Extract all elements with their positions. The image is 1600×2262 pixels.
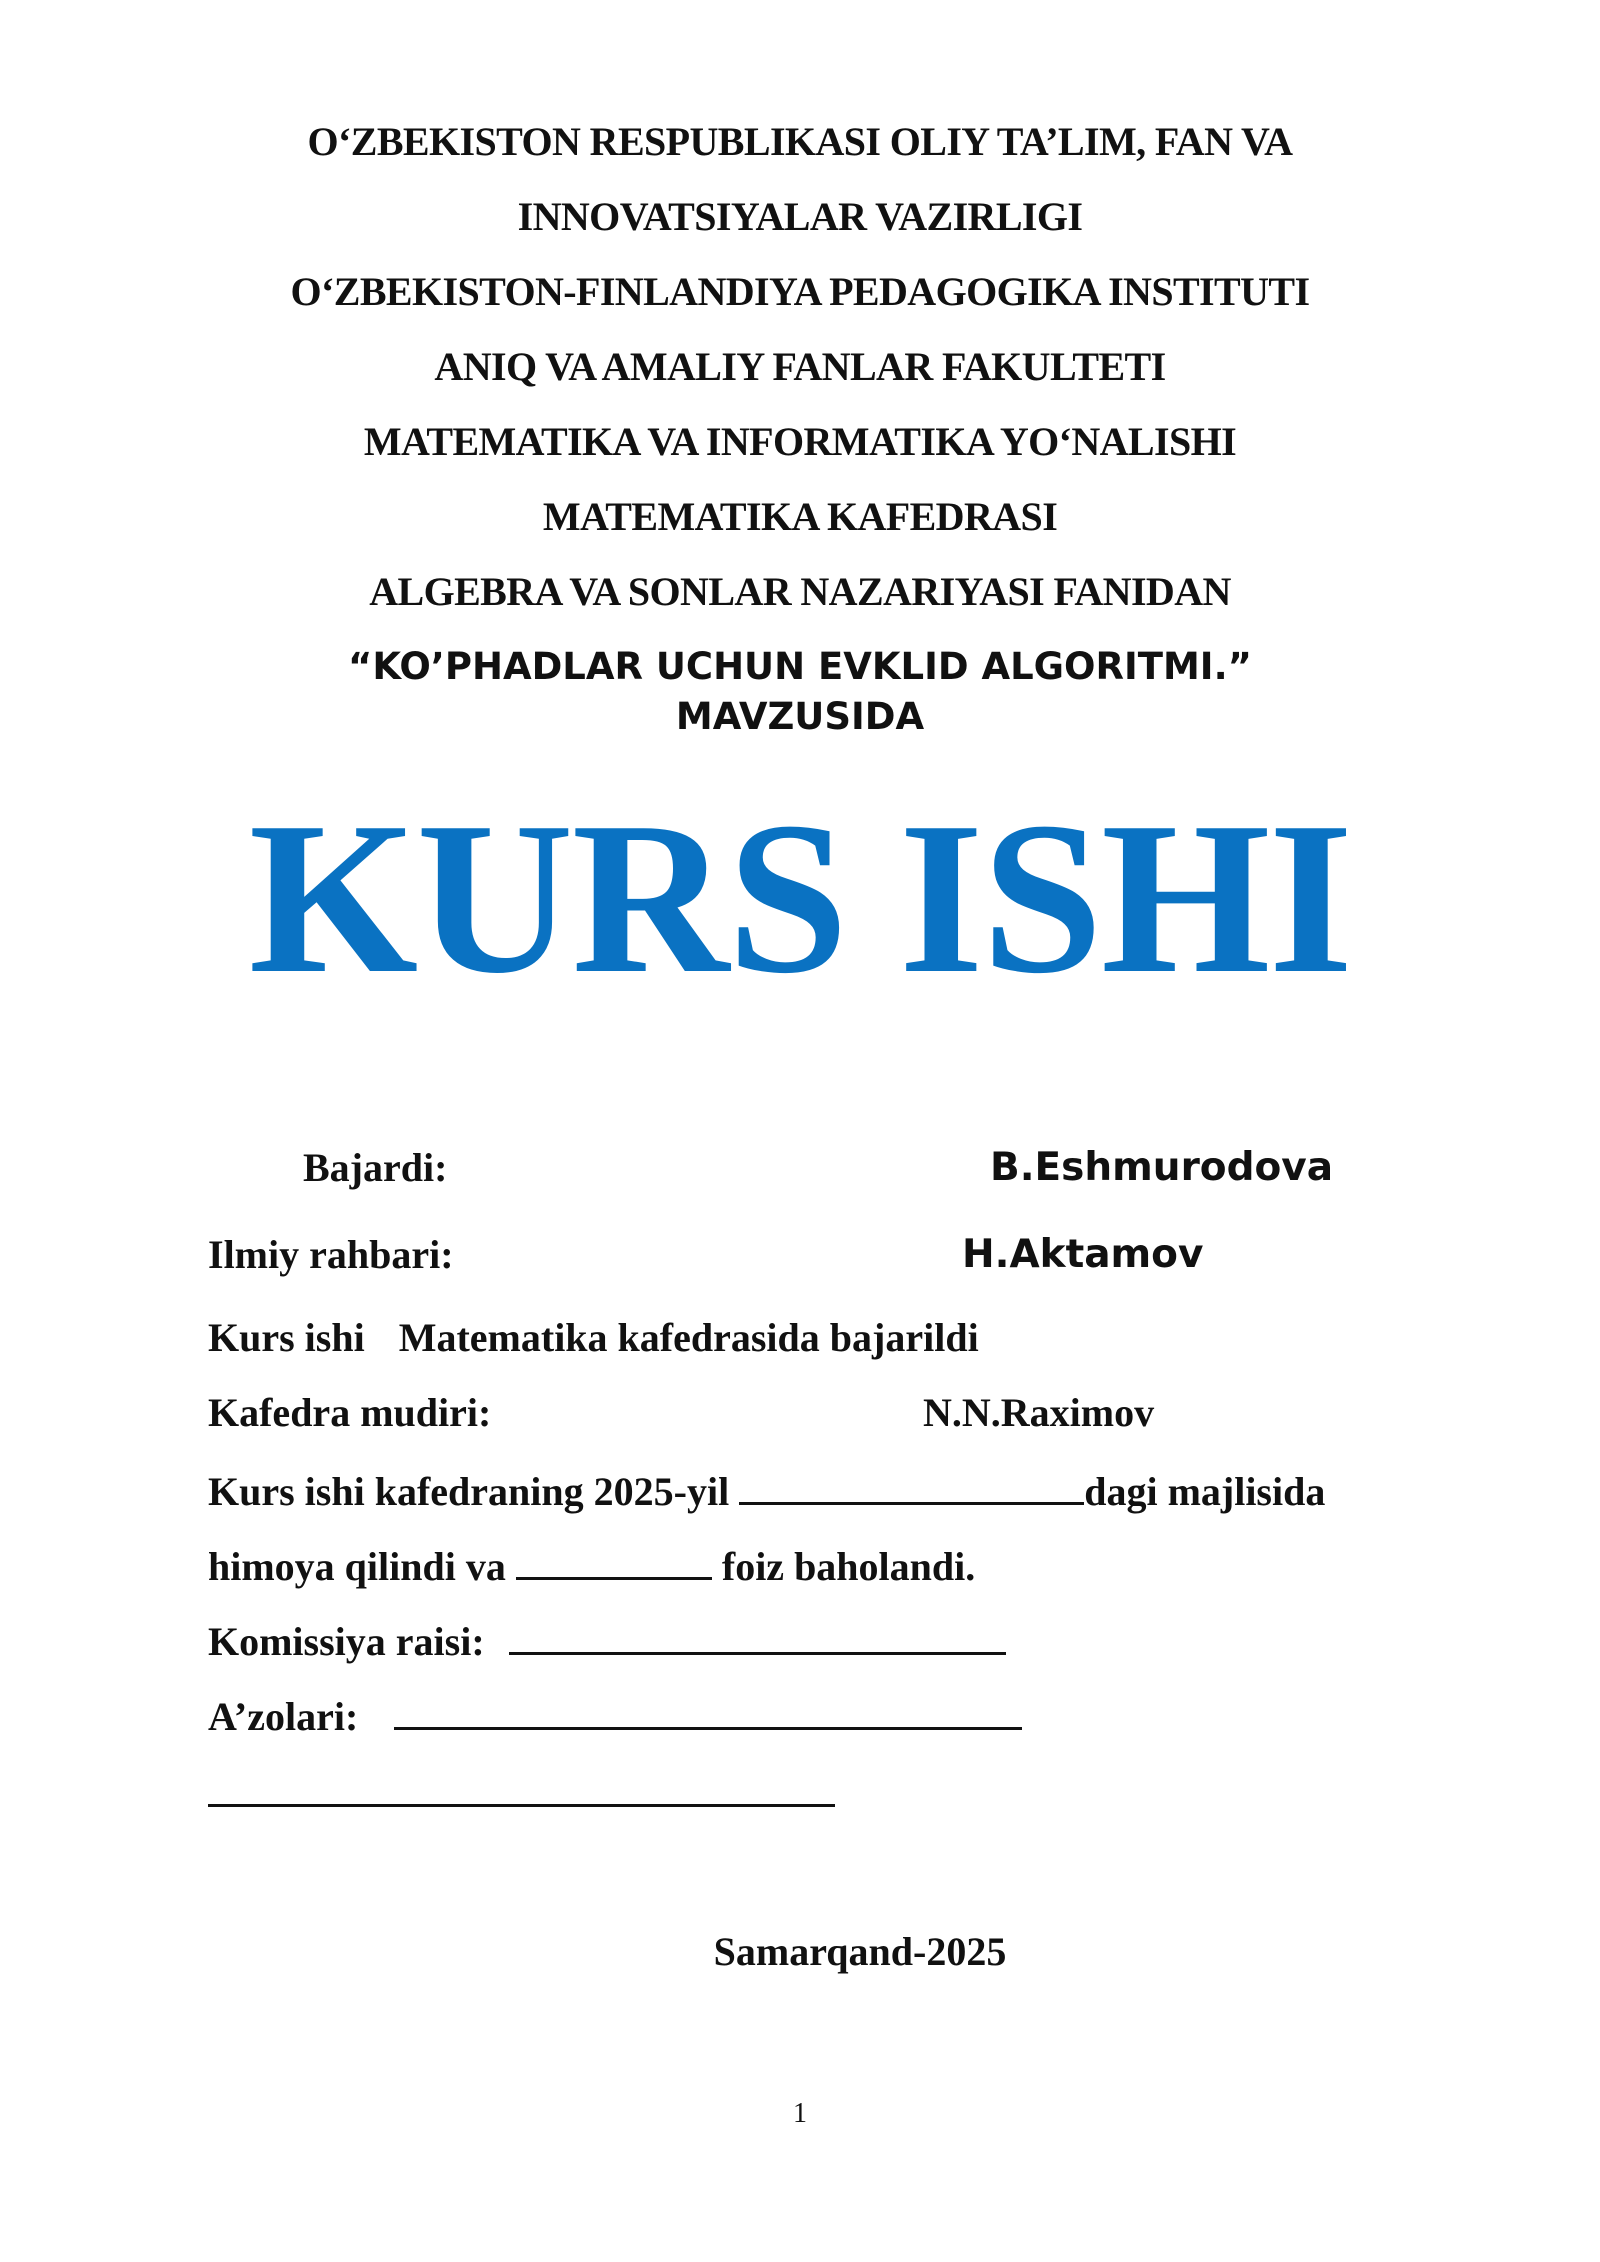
- head-name: N.N.Raximov: [923, 1390, 1155, 1435]
- executor-label: Bajardi:: [303, 1145, 448, 1190]
- faculty-name: ANIQ VA AMALIY FANLAR FAKULTETI: [434, 344, 1166, 389]
- topic-title: “KO’PHADLAR UCHUN EVKLID ALGORITMI.”: [348, 645, 1252, 688]
- completion-label: Kurs ishi: [208, 1315, 365, 1360]
- executor-name: B.Eshmurodova: [990, 1145, 1334, 1190]
- meeting-text-after: dagi majlisida: [1084, 1469, 1326, 1514]
- department-name: MATEMATIKA KAFEDRASI: [542, 494, 1058, 539]
- document-title: KURS ISHI: [248, 778, 1352, 1019]
- defense-text-before: himoya qilindi va: [208, 1544, 506, 1589]
- supervisor-name: H.Aktamov: [962, 1232, 1204, 1277]
- defense-line: [208, 1543, 975, 1587]
- ministry-line-2: INNOVATSIYALAR VAZIRLIGI: [517, 194, 1083, 239]
- meeting-text-before: Kurs ishi kafedraning 2025-yil: [208, 1469, 730, 1514]
- percent-blank[interactable]: [516, 1543, 712, 1580]
- commission-line: [208, 1618, 1006, 1662]
- members-label: A’zolari:: [208, 1694, 359, 1739]
- commission-chair-blank[interactable]: [509, 1618, 1006, 1655]
- commission-label: Komissiya raisi:: [208, 1619, 485, 1664]
- supervisor-label: Ilmiy rahbari:: [208, 1232, 454, 1277]
- city-year: Samarqand-2025: [713, 1929, 1007, 1974]
- head-label: Kafedra mudiri:: [208, 1390, 492, 1435]
- meeting-line: [208, 1468, 1325, 1512]
- institute-name: O‘ZBEKISTON-FINLANDIYA PEDAGOGIKA INSTITUTI: [290, 269, 1310, 314]
- members-line: [208, 1693, 1022, 1737]
- page-number: 1: [793, 2098, 807, 2129]
- meeting-date-blank[interactable]: [739, 1468, 1084, 1505]
- members-blank-1[interactable]: [394, 1693, 1022, 1730]
- members-line-2: [208, 1770, 835, 1814]
- program-name: MATEMATIKA VA INFORMATIKA YO‘NALISHI: [363, 419, 1237, 464]
- ministry-line-1: O‘ZBEKISTON RESPUBLIKASI OLIY TA’LIM, FAN VA: [307, 119, 1293, 164]
- topic-suffix: MAVZUSIDA: [675, 695, 925, 738]
- completion-line: [208, 1315, 979, 1360]
- subject-line: ALGEBRA VA SONLAR NAZARIYASI FANIDAN: [369, 569, 1231, 614]
- members-blank-2[interactable]: [208, 1770, 835, 1807]
- defense-text-after: foiz baholandi.: [721, 1544, 976, 1589]
- completion-text: Matematika kafedrasida bajarildi: [398, 1315, 979, 1360]
